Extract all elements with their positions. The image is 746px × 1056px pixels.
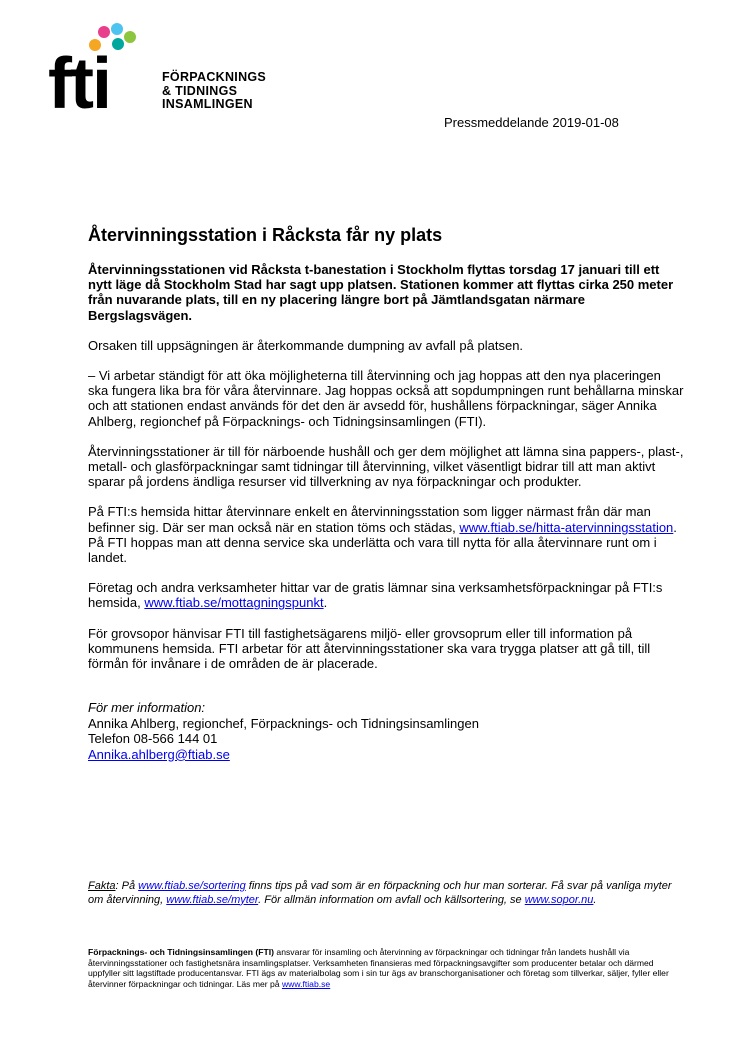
paragraph-3: Återvinningsstationer är till för närboende hushåll och ger dem möjlighet att lämna sina pappers-, plast-, metall- och glasförpackningar samt tidningar till återvinning, vilket väsentligt bidrar till att man aktivt sparar på jordens ändliga resurser vid tillverkning av nya förpackningar och produkter. xyxy=(88,443,684,490)
footer-about xyxy=(88,947,684,989)
paragraph-2: – Vi arbetar ständigt för att öka möjligheterna till återvinning och jag hoppas att den nya placeringen ska fungera lika bra för våra återvinnare. Jag hoppas också att sopdumpningen runt behållarna minskar och att stationen endast används för det den är avsedd för, hushållens förpackningar, säger Annika Ahlberg, regionchef på Förpacknings- och Tidningsinsamlingen (FTI). xyxy=(88,368,684,429)
paragraph-1: Orsaken till uppsägningen är återkommande dumpning av avfall på platsen. xyxy=(88,337,524,353)
logo-line-1: FÖRPACKNINGS xyxy=(162,70,267,84)
paragraph-6: För grovsopor hänvisar FTI till fastighetsägarens miljö- eller grovsoprum eller till information på kommunens hemsida. FTI arbetar för att återvinningsstationer ska vara trygga platser att gå till, till förmån för invånare i de områden de är placerade. xyxy=(88,625,651,672)
logo-text xyxy=(162,71,266,112)
hitta-station-link[interactable]: www.ftiab.se/hitta-atervinningsstation xyxy=(459,519,674,535)
paragraph-4 xyxy=(88,504,684,565)
p5-text-after: . xyxy=(323,595,328,611)
logo-dot-teal xyxy=(112,38,124,50)
fakta-note xyxy=(88,880,684,907)
article-body xyxy=(88,224,684,762)
myter-link[interactable]: www.ftiab.se/myter xyxy=(166,893,259,906)
footer-text: ansvarar för insamling och återvinning av förpackningar och tidningar från landets hushåll via återvinningsstationer och fastighetsnära insamlingsplatser. Verksamheten finansieras med förpackningsavgifter som producenter betalar och därmed uppfyller sitt lagstiftade producentansvar. FTI ägs av materialbolag som i sin tur ägs av branschorganisationer och företag som tillverkar, säljer, fyller eller återvinner förpackningar och tidningar. Läs mer på xyxy=(88,947,669,989)
article-title: Återvinningsstation i Råcksta får ny plats xyxy=(88,225,443,245)
contact-phone: Telefon 08-566 144 01 xyxy=(88,731,218,747)
logo-dot-green xyxy=(124,31,136,43)
logo-line-2: & TIDNINGS xyxy=(162,83,238,98)
fti-logo xyxy=(48,24,288,124)
fakta-text-3: . För allmän information om avfall och källsortering, se xyxy=(258,893,525,906)
logo-line-3: INSAMLINGEN xyxy=(162,97,253,111)
lead-paragraph: Återvinningsstationen vid Råcksta t-banestation i Stockholm flyttas torsdag 17 januari till ett nytt läge då Stockholm Stad har sagt upp platsen. Stationen kommer att flyttas cirka 250 meter från nuvarande plats, till en ny placering längre bort på Jämtlandsgatan närmare Bergslagsvägen. xyxy=(88,262,674,323)
fakta-text-2: finns tips på vad som är en förpackning och hur man sorterar. Få svar på vanliga myter om återvinning, xyxy=(88,880,672,906)
logo-dot-pink xyxy=(98,26,110,38)
contact-heading xyxy=(88,700,684,716)
logo-dot-blue xyxy=(111,23,123,35)
p5-text-before: Företag och andra verksamheter hittar var de gratis lämnar sina verksamhetsförpackningar på FTI:s hemsida, xyxy=(88,580,663,611)
contact-block xyxy=(88,700,684,762)
logo-mark: fti xyxy=(48,44,110,124)
contact-email-link[interactable]: Annika.ahlberg@ftiab.se xyxy=(88,746,230,762)
p4-text-before: På FTI:s hemsida hittar återvinnare enkelt en återvinningsstation som ligger närmast från där man befinner sig. Där ser man också när en station töms och städas, xyxy=(88,504,651,535)
mottagningspunkt-link[interactable]: www.ftiab.se/mottagningspunkt xyxy=(144,595,324,611)
p4-text-after: . På FTI hoppas man att denna service ska underlätta och vara till nytta för alla återvinnare runt om i landet. xyxy=(88,519,677,566)
footer-org-name: Förpacknings- och Tidningsinsamlingen (FTI) xyxy=(88,947,275,957)
ftiab-link[interactable]: www.ftiab.se xyxy=(281,978,331,989)
contact-name: Annika Ahlberg, regionchef, Förpacknings- och Tidningsinsamlingen xyxy=(88,715,479,731)
paragraph-5 xyxy=(88,580,684,610)
sopor-link[interactable]: www.sopor.nu xyxy=(524,893,594,906)
contact-heading-text: För mer information: xyxy=(88,700,206,716)
fakta-label: Fakta xyxy=(88,880,116,892)
fakta-text-1: : På xyxy=(115,880,139,892)
fakta-text-4: . xyxy=(593,893,597,906)
sortering-link[interactable]: www.ftiab.se/sortering xyxy=(138,880,246,892)
press-release-date: Pressmeddelande 2019-01-08 xyxy=(444,115,619,130)
